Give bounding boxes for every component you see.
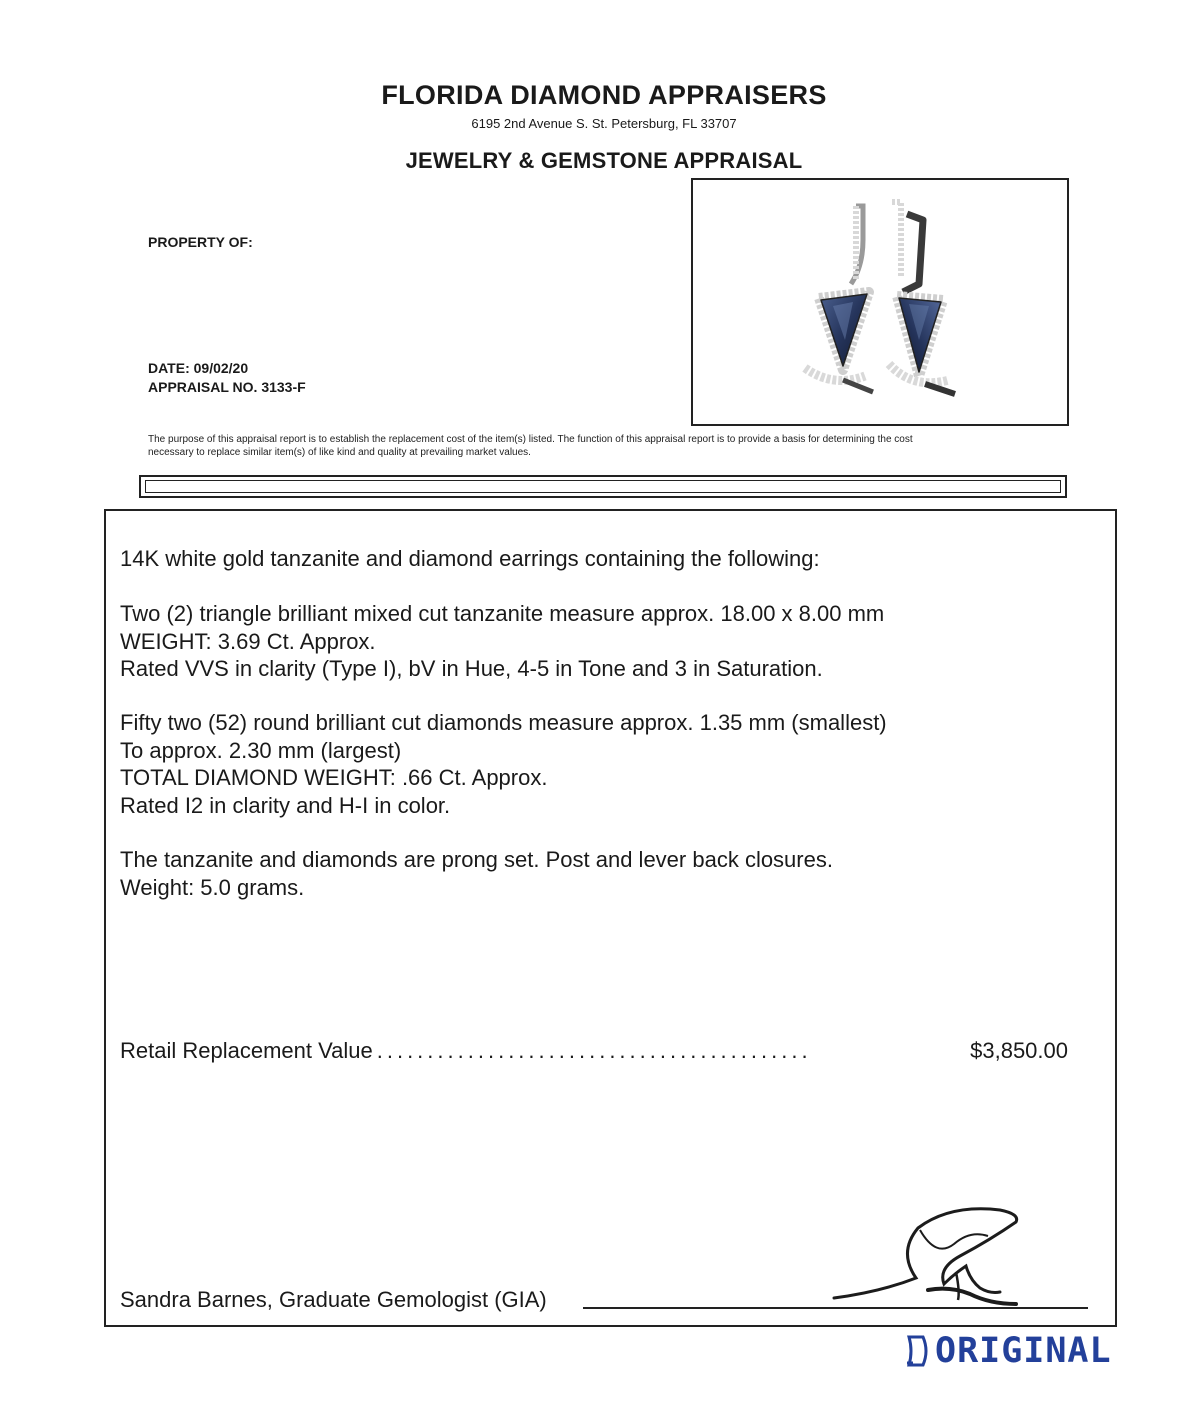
handwritten-signature — [820, 1200, 1040, 1315]
setting-line: Weight: 5.0 grams. — [120, 874, 305, 900]
date-label: DATE: — [148, 360, 190, 376]
document-type: JEWELRY & GEMSTONE APPRAISAL — [405, 148, 803, 173]
date-value: 09/02/20 — [193, 360, 249, 376]
appraisal-number-row — [148, 379, 306, 395]
diamond-line: Rated I2 in clarity and H-I in color. — [120, 792, 451, 818]
stamp-bracket-icon — [903, 1333, 931, 1369]
purpose-line-2: necessary to replace similar item(s) of like kind and quality at prevailing market values. — [148, 446, 531, 458]
item-intro: 14K white gold tanzanite and diamond earrings containing the following: — [120, 546, 820, 571]
original-stamp — [903, 1331, 1112, 1371]
purpose-line-1: The purpose of this appraisal report is to establish the replacement cost of the item(s) listed. The function of this appraisal report is to provide a basis for determining the cost — [148, 434, 913, 445]
setting-description — [120, 846, 833, 901]
diamond-line: To approx. 2.30 mm (largest) — [120, 737, 402, 763]
tanzanite-line: Two (2) triangle brilliant mixed cut tanzanite measure approx. 18.00 x 8.00 mm — [120, 601, 885, 626]
setting-line: The tanzanite and diamonds are prong set. Post and lever back closures. — [120, 847, 833, 872]
item-photo-frame — [691, 178, 1069, 426]
replacement-value-amount: $3,850.00 — [970, 1038, 1068, 1063]
diamond-line: TOTAL DIAMOND WEIGHT: .66 Ct. Approx. — [120, 765, 548, 790]
original-stamp-text: ORIGINAL — [935, 1331, 1112, 1371]
property-of-label: PROPERTY OF: — [148, 234, 253, 250]
divider-bar — [139, 475, 1067, 498]
appraisal-number-value: 3133-F — [261, 379, 306, 395]
date-row — [148, 360, 248, 376]
company-address: 6195 2nd Avenue S. St. Petersburg, FL 33707 — [471, 116, 737, 131]
diamond-line: Fifty two (52) round brilliant cut diamonds measure approx. 1.35 mm (smallest) — [120, 710, 887, 735]
tanzanite-description — [120, 600, 884, 683]
signer-name: Sandra Barnes, Graduate Gemologist (GIA) — [120, 1287, 547, 1312]
leader-dots: ........................................... — [376, 1038, 812, 1063]
replacement-value-row — [120, 1038, 1068, 1064]
appraisal-number-label: APPRAISAL NO. — [148, 379, 258, 395]
tanzanite-line: Rated VVS in clarity (Type I), bV in Hue, 4-5 in Tone and 3 in Saturation. — [120, 656, 823, 681]
replacement-value-label: Retail Replacement Value — [120, 1038, 373, 1063]
company-name: FLORIDA DIAMOND APPRAISERS — [381, 80, 827, 110]
purpose-statement — [148, 434, 1068, 459]
earrings-photo — [693, 180, 1067, 424]
tanzanite-line: WEIGHT: 3.69 Ct. Approx. — [120, 628, 376, 654]
diamond-description — [120, 709, 887, 819]
